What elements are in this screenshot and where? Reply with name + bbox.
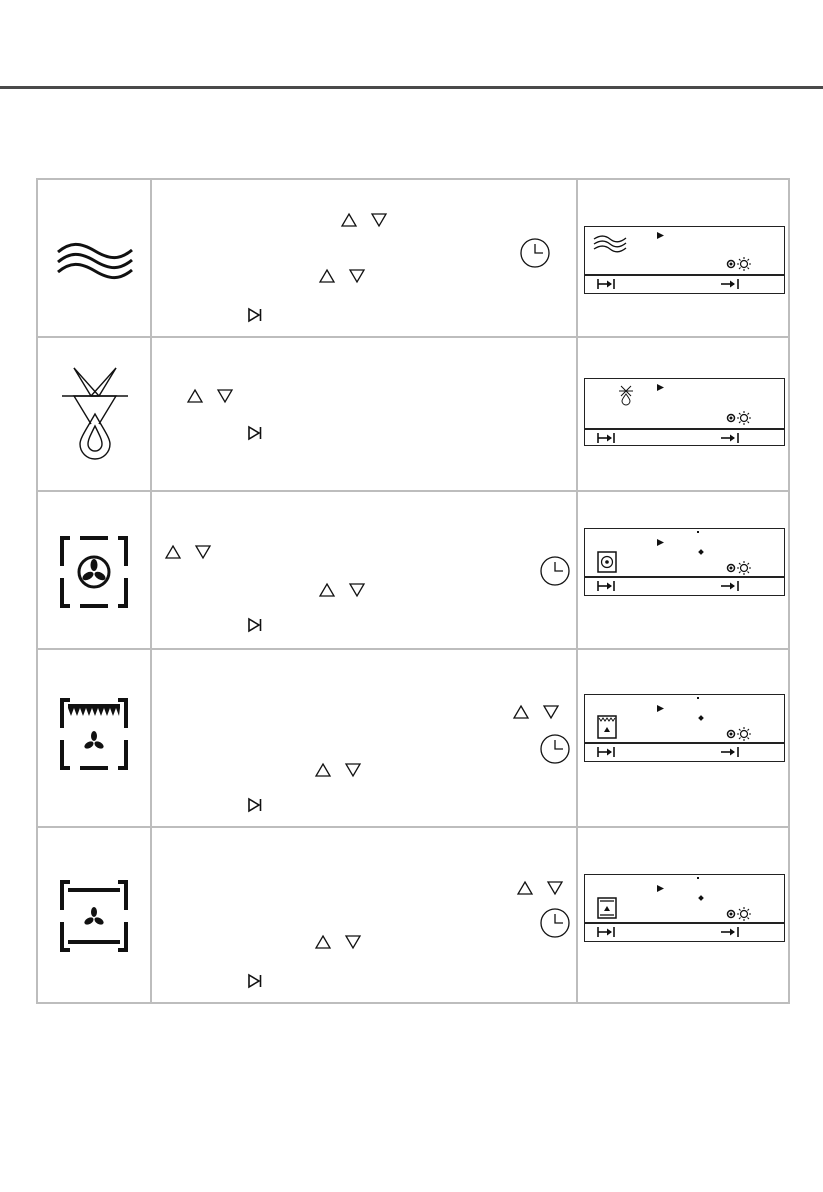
lamp-icon (737, 907, 751, 921)
mode-icon-cell (38, 828, 152, 1002)
modes-table (36, 178, 790, 1004)
up-arrow-icon[interactable] (320, 584, 334, 596)
display-cell (578, 650, 788, 826)
play-next-icon[interactable] (248, 308, 262, 322)
skip-to-end-icon (597, 581, 615, 591)
clock-icon[interactable] (520, 238, 550, 268)
fan-grill-icon (597, 715, 617, 739)
up-arrow-icon[interactable] (342, 214, 356, 226)
up-arrow-icon[interactable] (316, 936, 330, 948)
mode-row-fan-grill (38, 650, 788, 828)
down-arrow-icon[interactable] (350, 584, 364, 596)
lamp-icon (737, 561, 751, 575)
display-panel (584, 226, 785, 294)
arrow-right-icon (721, 433, 739, 443)
display-divider (585, 576, 784, 578)
play-next-icon[interactable] (248, 798, 262, 812)
fan-indicator-icon (727, 730, 735, 738)
play-next-icon[interactable] (248, 618, 262, 632)
fan-indicator-icon (727, 414, 735, 422)
snowflake-drop-icon (60, 364, 130, 460)
skip-to-end-icon (597, 279, 615, 289)
mode-icon-cell (38, 492, 152, 648)
skip-to-end-icon (597, 747, 615, 757)
down-arrow-icon[interactable] (196, 546, 210, 558)
mode-text-cell (152, 828, 578, 1002)
down-arrow-icon[interactable] (544, 706, 558, 718)
down-arrow-icon[interactable] (346, 764, 360, 776)
fan-indicator-icon (727, 564, 735, 572)
indicator-triangle (657, 232, 664, 239)
indicator-dot (698, 715, 704, 721)
mode-icon-cell (38, 650, 152, 826)
mode-row-fan-top-bottom (38, 828, 788, 1002)
display-divider (585, 428, 784, 430)
wave-icon (56, 242, 134, 274)
skip-to-end-icon (597, 927, 615, 937)
display-panel (584, 378, 785, 446)
lamp-icon (737, 411, 751, 425)
down-arrow-icon[interactable] (350, 270, 364, 282)
mode-text-cell (152, 650, 578, 826)
fan-icon (58, 536, 130, 608)
fan-top-bottom-icon (58, 880, 130, 952)
wave-icon (593, 235, 627, 249)
up-arrow-icon[interactable] (188, 390, 202, 402)
arrow-right-icon (721, 279, 739, 289)
display-cell (578, 828, 788, 1002)
down-arrow-icon[interactable] (548, 882, 562, 894)
fan-indicator-icon (727, 260, 735, 268)
mode-row-fan (38, 492, 788, 650)
indicator-dot (697, 531, 699, 533)
mode-icon-cell (38, 180, 152, 336)
clock-icon[interactable] (540, 556, 570, 586)
indicator-dot (698, 549, 704, 555)
indicator-dot (697, 877, 699, 879)
top-rule (0, 86, 823, 89)
play-next-icon[interactable] (248, 974, 262, 988)
display-divider (585, 742, 784, 744)
display-panel (584, 694, 785, 762)
display-cell (578, 492, 788, 648)
fan-grill-icon (58, 698, 130, 770)
arrow-right-icon (721, 747, 739, 757)
fan-icon (597, 551, 617, 573)
down-arrow-icon[interactable] (218, 390, 232, 402)
display-cell (578, 338, 788, 490)
arrow-right-icon (721, 927, 739, 937)
up-arrow-icon[interactable] (518, 882, 532, 894)
down-arrow-icon[interactable] (346, 936, 360, 948)
fan-top-bottom-icon (597, 897, 617, 919)
indicator-triangle (657, 539, 664, 546)
up-arrow-icon[interactable] (166, 546, 180, 558)
indicator-triangle (657, 384, 664, 391)
mode-text-cell (152, 492, 578, 648)
up-arrow-icon[interactable] (514, 706, 528, 718)
lamp-icon (737, 727, 751, 741)
down-arrow-icon[interactable] (372, 214, 386, 226)
snowflake-drop-icon (619, 385, 633, 405)
display-panel (584, 874, 785, 942)
mode-icon-cell (38, 338, 152, 490)
lamp-icon (737, 257, 751, 271)
display-divider (585, 274, 784, 276)
display-divider (585, 922, 784, 924)
mode-row-ice (38, 338, 788, 492)
mode-text-cell (152, 338, 578, 490)
play-next-icon[interactable] (248, 426, 262, 440)
up-arrow-icon[interactable] (320, 270, 334, 282)
up-arrow-icon[interactable] (316, 764, 330, 776)
display-cell (578, 180, 788, 336)
arrow-right-icon (721, 581, 739, 591)
skip-to-end-icon (597, 433, 615, 443)
clock-icon[interactable] (540, 734, 570, 764)
mode-row-wave (38, 180, 788, 338)
indicator-dot (697, 697, 699, 699)
clock-icon[interactable] (540, 908, 570, 938)
fan-indicator-icon (727, 910, 735, 918)
mode-text-cell (152, 180, 578, 336)
indicator-dot (698, 895, 704, 901)
display-panel (584, 528, 785, 596)
indicator-triangle (657, 705, 664, 712)
indicator-triangle (657, 885, 664, 892)
